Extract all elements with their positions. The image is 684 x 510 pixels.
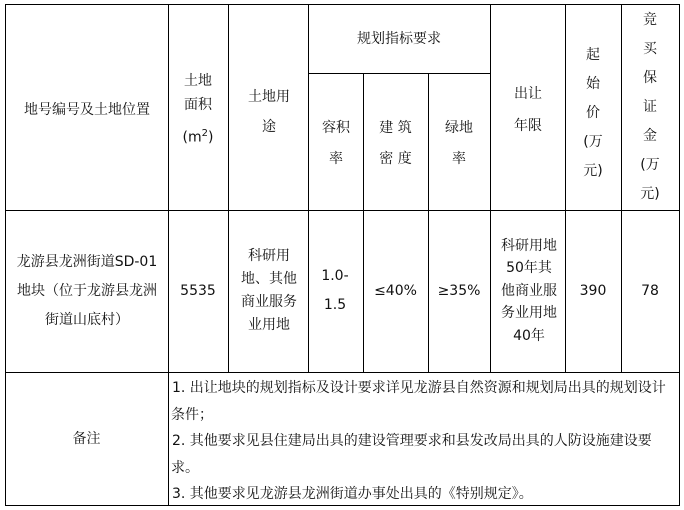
header-term-text: 出让年限 bbox=[514, 86, 542, 134]
row-term-text: 科研用地50年其他商业服务业用地40年 bbox=[501, 237, 557, 344]
header-area-char: 积 bbox=[198, 96, 212, 113]
header-density bbox=[363, 112, 428, 176]
header-area-unit-close: ) bbox=[208, 129, 214, 146]
row-area-text: 5535 bbox=[180, 283, 216, 299]
header-deposit-char: 竞 bbox=[643, 11, 657, 28]
header-area-unit-sup: 2 bbox=[201, 127, 208, 139]
remarks-label bbox=[5, 372, 168, 505]
header-use bbox=[248, 82, 290, 142]
header-deposit-char: 证 bbox=[643, 98, 657, 115]
row-start-price-text: 390 bbox=[579, 283, 607, 299]
header-planning bbox=[308, 4, 490, 73]
header-start-price-char: 价 bbox=[586, 104, 600, 121]
remarks-label-text: 备注 bbox=[72, 430, 101, 447]
header-green-line1: 绿地 bbox=[445, 120, 473, 136]
header-deposit-char: 保 bbox=[643, 69, 657, 86]
row-green-text: ≥35% bbox=[437, 283, 481, 299]
row-start-price bbox=[565, 210, 621, 372]
header-deposit-char: 金 bbox=[643, 127, 657, 144]
header-deposit-char: 元) bbox=[640, 185, 660, 202]
header-density-line2: 密 度 bbox=[379, 151, 412, 167]
remarks-item: 3. 其他要求见龙游县龙洲街道办事处出具的《特别规定》。 bbox=[172, 486, 533, 502]
header-area-char: 面 bbox=[184, 96, 198, 113]
row-deposit bbox=[621, 210, 679, 372]
header-use-text: 土地用途 bbox=[248, 89, 290, 135]
row-area bbox=[168, 210, 228, 372]
row-density-text: ≤40% bbox=[374, 283, 417, 299]
header-deposit-char: (万 bbox=[640, 156, 660, 173]
row-term bbox=[500, 212, 558, 370]
header-start-price-char: 起 bbox=[586, 46, 600, 63]
header-green bbox=[428, 112, 490, 176]
header-start-price bbox=[565, 38, 621, 188]
header-deposit bbox=[621, 4, 679, 210]
remarks-list bbox=[171, 375, 679, 508]
header-far-text: 容积率 bbox=[322, 120, 350, 167]
row-green bbox=[428, 210, 490, 372]
row-location-text: 龙游县龙洲街道SD-01地块（位于龙游县龙洲街道山底村） bbox=[16, 253, 158, 328]
header-green-line2: 率 bbox=[452, 151, 466, 167]
header-start-price-char: 始 bbox=[586, 75, 600, 92]
header-deposit-char: 买 bbox=[643, 40, 657, 57]
row-far-text: 1.0-1.5 bbox=[321, 268, 349, 313]
row-use-text: 科研用地、其他商业服务业用地 bbox=[241, 248, 297, 333]
header-planning-text: 规划指标要求 bbox=[357, 30, 441, 47]
row-location bbox=[14, 248, 160, 334]
header-term bbox=[508, 78, 548, 142]
remarks-item: 1. 出让地块的规划指标及设计要求详见龙游县自然资源和规划局出具的规划设计条件； bbox=[171, 380, 666, 423]
header-area-char: 土 bbox=[184, 72, 198, 89]
row-far bbox=[318, 262, 352, 320]
header-location bbox=[12, 70, 162, 150]
header-area-char: 地 bbox=[198, 72, 212, 89]
header-start-price-char: (万 bbox=[583, 133, 603, 150]
header-density-line1: 建 筑 bbox=[379, 120, 412, 136]
row-use bbox=[238, 245, 300, 337]
row-density bbox=[363, 210, 428, 372]
header-location-text: 地号编号及土地位置 bbox=[24, 102, 150, 118]
header-far bbox=[320, 112, 352, 176]
remarks-item: 2. 其他要求见县住建局出具的建设管理要求和县发改局出具的人防设施建设要求。 bbox=[171, 433, 652, 476]
row-deposit-text: 78 bbox=[641, 283, 659, 299]
header-start-price-char: 元) bbox=[583, 162, 603, 179]
header-area-unit: (m bbox=[182, 129, 202, 146]
header-area bbox=[168, 60, 228, 158]
